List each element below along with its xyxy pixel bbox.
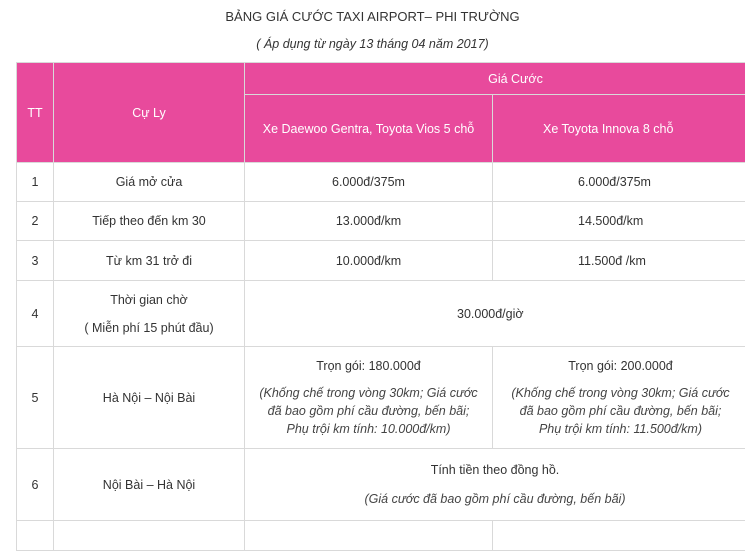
row-distance: [54, 281, 245, 347]
row-fare-b: 11.500đ /km: [493, 241, 745, 281]
header-car-a: [245, 95, 493, 163]
row-distance-line: Thời gian chờ: [54, 291, 244, 309]
table-header-row: [17, 63, 745, 95]
row-distance: Hà Nội – Nội Bài: [54, 347, 245, 449]
row-fare-a: 10.000đ/km: [245, 241, 493, 281]
table-row: [17, 202, 745, 241]
row-tt: 5: [17, 347, 54, 449]
page-subtitle: ( Áp dụng từ ngày 13 tháng 04 năm 2017): [0, 37, 745, 51]
header-tt: TT: [17, 63, 54, 163]
row-package-note: (Khống chế trong vòng 30km; Giá cước: [503, 384, 738, 402]
row-distance-note: ( Miễn phí 15 phút đầu): [54, 319, 244, 337]
row-package-note: đã bao gồm phí cầu đường, bến bãi;: [245, 402, 492, 420]
header-car-b-label: Xe Toyota Innova 8 chỗ: [543, 122, 673, 136]
table-row: [17, 521, 745, 551]
row-fare-merged: [245, 281, 745, 347]
table-row: [17, 281, 745, 347]
row-meter-subnote: (Giá cước đã bao gồm phí cầu đường, bến bãi): [345, 490, 645, 508]
row-tt: 1: [17, 163, 54, 202]
row-fare-a: 6.000đ/375m: [245, 163, 493, 202]
row-tt: 4: [17, 281, 54, 347]
page-title: BẢNG GIÁ CƯỚC TAXI AIRPORT– PHI TRƯỜNG: [0, 9, 745, 24]
row-distance: Giá mở cửa: [54, 163, 245, 202]
row-distance: Từ km 31 trở đi: [54, 241, 245, 281]
row-fare-a: 13.000đ/km: [245, 202, 493, 241]
header-car-b: [493, 95, 745, 163]
row-meter-note: Tính tiền theo đồng hồ.: [345, 461, 645, 479]
row-package-note: (Khống chế trong vòng 30km; Giá cước: [245, 384, 492, 402]
row-package-note: đã bao gồm phí cầu đường, bến bãi;: [503, 402, 738, 420]
row-package-note: Phụ trội km tính: 11.500đ/km): [503, 420, 738, 438]
row-package-note: Phụ trội km tính: 10.000đ/km): [245, 420, 492, 438]
row-distance: Nội Bài – Hà Nội: [54, 449, 245, 521]
header-car-a-label: Xe Daewoo Gentra, Toyota Vios 5 chỗ: [263, 122, 474, 136]
table-row: [17, 449, 745, 521]
row-fare-b: 14.500đ/km: [493, 202, 745, 241]
row-fare-merged: [245, 449, 745, 521]
table-row: [17, 163, 745, 202]
row-package-price: Trọn gói: 180.000đ: [245, 357, 492, 375]
row-tt: 2: [17, 202, 54, 241]
row-fare-a: [245, 347, 493, 449]
row-tt: 3: [17, 241, 54, 281]
table-row: [17, 241, 745, 281]
header-fare: Giá Cước: [245, 63, 745, 95]
row-fare-b: 6.000đ/375m: [493, 163, 745, 202]
row-package-price: Trọn gói: 200.000đ: [503, 357, 738, 375]
table-row: [17, 347, 745, 449]
row-fare-merged-value: 30.000đ/giờ: [457, 307, 524, 321]
fare-table: [16, 62, 745, 551]
header-distance: Cự Ly: [54, 63, 245, 163]
row-tt: 6: [17, 449, 54, 521]
row-distance: Tiếp theo đến km 30: [54, 202, 245, 241]
row-fare-b: [493, 347, 745, 449]
